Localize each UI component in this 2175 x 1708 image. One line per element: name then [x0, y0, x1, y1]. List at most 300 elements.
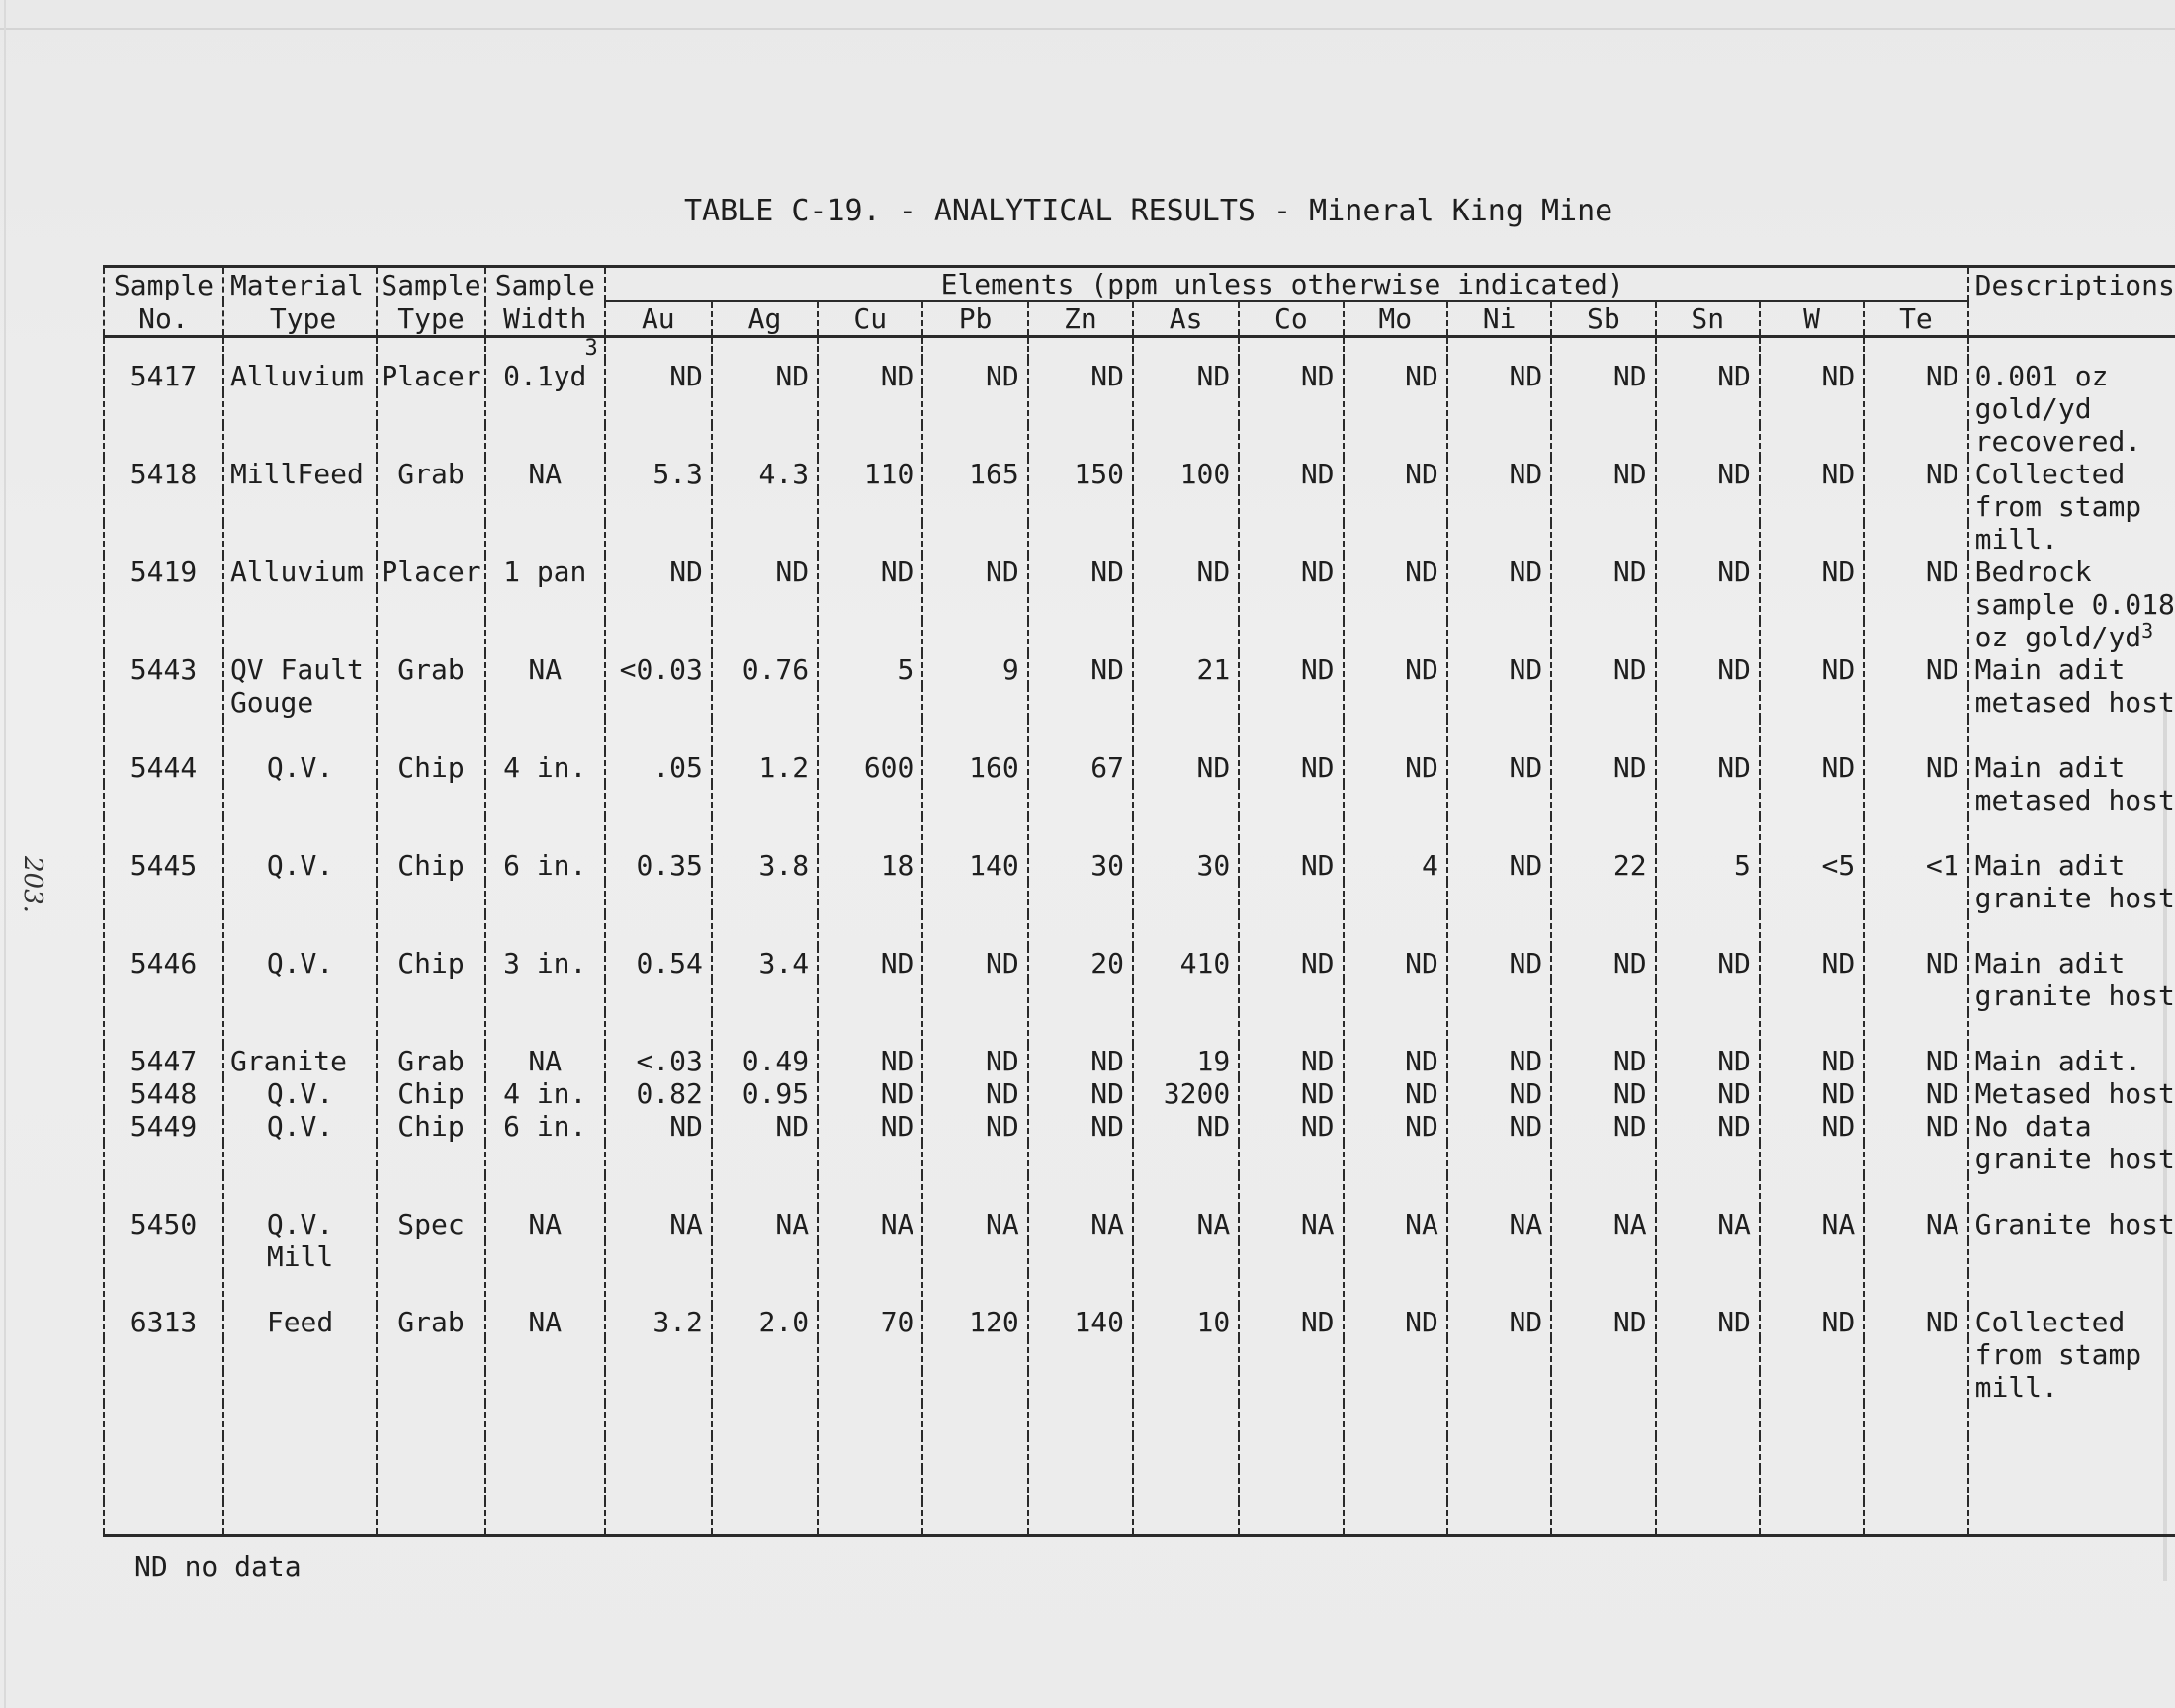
value-zn: NA	[1028, 1208, 1133, 1240]
material-type: Alluvium	[223, 360, 377, 392]
blank	[1864, 980, 1967, 1012]
material-type-line-2: Mill	[223, 1240, 377, 1273]
blank	[1656, 1371, 1760, 1404]
blank	[1656, 914, 1760, 947]
blank	[605, 784, 712, 816]
blank	[818, 1012, 922, 1045]
blank	[1344, 425, 1447, 458]
blank	[605, 1404, 712, 1436]
blank	[223, 1273, 377, 1306]
blank	[1968, 1273, 2175, 1306]
blank	[223, 490, 377, 523]
blank	[1447, 1143, 1551, 1175]
blank	[104, 621, 223, 653]
header-element-as: As	[1133, 301, 1239, 337]
value-mo: ND	[1344, 653, 1447, 686]
blank	[1344, 980, 1447, 1012]
sample-width: 3 in.	[485, 947, 605, 980]
blank	[1344, 392, 1447, 425]
blank	[818, 1175, 922, 1208]
value-ag: NA	[712, 1208, 818, 1240]
description-line: oz gold/$yd^3$	[1968, 621, 2175, 653]
blank	[485, 1371, 605, 1404]
blank	[922, 1436, 1027, 1469]
blank	[922, 882, 1027, 914]
blank	[605, 1175, 712, 1208]
sample-type: Grab	[377, 1306, 485, 1338]
blank	[1028, 719, 1133, 751]
blank	[1760, 1501, 1864, 1536]
blank	[712, 337, 818, 361]
blank	[1344, 686, 1447, 719]
blank	[1551, 392, 1655, 425]
blank	[818, 523, 922, 555]
value-sn: ND	[1656, 653, 1760, 686]
blank	[1760, 1240, 1864, 1273]
sample-type: Placer	[377, 555, 485, 588]
header-element-ni: Ni	[1447, 301, 1551, 337]
blank	[104, 1338, 223, 1371]
blank	[223, 425, 377, 458]
blank	[1864, 490, 1967, 523]
blank	[922, 980, 1027, 1012]
value-zn: 150	[1028, 458, 1133, 490]
sample-type: Chip	[377, 1077, 485, 1110]
blank	[1028, 784, 1133, 816]
value-sb: NA	[1551, 1208, 1655, 1240]
blank	[1133, 1338, 1239, 1371]
blank	[104, 1371, 223, 1404]
blank	[1028, 588, 1133, 621]
blank	[1864, 337, 1967, 361]
value-te: <1	[1864, 849, 1967, 882]
value-mo: ND	[1344, 555, 1447, 588]
sample-no: 5450	[104, 1208, 223, 1240]
value-ni: ND	[1447, 1045, 1551, 1077]
value-as: 10	[1133, 1306, 1239, 1338]
blank	[1028, 882, 1133, 914]
blank	[1551, 337, 1655, 361]
blank	[1968, 816, 2175, 849]
blank	[1551, 882, 1655, 914]
blank	[485, 1012, 605, 1045]
blank	[1028, 425, 1133, 458]
blank	[223, 882, 377, 914]
blank	[1239, 621, 1343, 653]
blank	[712, 588, 818, 621]
blank	[1551, 1469, 1655, 1501]
value-ag: 0.95	[712, 1077, 818, 1110]
blank	[1656, 1012, 1760, 1045]
blank	[1447, 1012, 1551, 1045]
blank	[377, 1143, 485, 1175]
blank	[485, 392, 605, 425]
value-sb: ND	[1551, 653, 1655, 686]
header-descriptions-2	[1968, 301, 2175, 337]
value-w: ND	[1760, 1077, 1864, 1110]
blank	[485, 686, 605, 719]
blank	[104, 1436, 223, 1469]
blank	[1760, 392, 1864, 425]
header-sample-type-2: Type	[377, 301, 485, 337]
blank	[712, 1501, 818, 1536]
blank	[1864, 1273, 1967, 1306]
analytical-results-table	[103, 265, 2175, 1537]
sample-no: 5418	[104, 458, 223, 490]
sample-row-5449-cont	[104, 1175, 2175, 1208]
description-line: metased host	[1968, 686, 2175, 719]
value-as: ND	[1133, 555, 1239, 588]
blank	[1551, 1143, 1655, 1175]
value-zn: ND	[1028, 555, 1133, 588]
blank	[605, 816, 712, 849]
value-au: <.03	[605, 1045, 712, 1077]
value-ag: ND	[712, 555, 818, 588]
blank	[1133, 1175, 1239, 1208]
blank	[712, 914, 818, 947]
sample-width: 6 in.	[485, 1110, 605, 1143]
blank	[1864, 914, 1967, 947]
sample-no: 5446	[104, 947, 223, 980]
trailing-empty-row	[104, 1404, 2175, 1436]
blank	[1968, 719, 2175, 751]
value-w: ND	[1760, 1045, 1864, 1077]
blank	[818, 1273, 922, 1306]
blank	[712, 1338, 818, 1371]
sample-width: 4 in.	[485, 751, 605, 784]
sample-width: 1 pan	[485, 555, 605, 588]
value-te: NA	[1864, 1208, 1967, 1240]
blank	[1344, 1501, 1447, 1536]
value-ni: ND	[1447, 1077, 1551, 1110]
description-line: Collected	[1968, 458, 2175, 490]
blank	[712, 1371, 818, 1404]
blank	[1133, 1240, 1239, 1273]
value-w: ND	[1760, 360, 1864, 392]
blank	[1656, 719, 1760, 751]
value-au: 0.82	[605, 1077, 712, 1110]
value-w: ND	[1760, 947, 1864, 980]
value-mo: ND	[1344, 458, 1447, 490]
blank	[818, 686, 922, 719]
blank	[377, 1240, 485, 1273]
blank	[377, 1012, 485, 1045]
sample-row-5418	[104, 458, 2175, 490]
sample-no: 5445	[104, 849, 223, 882]
blank	[1028, 1469, 1133, 1501]
page-edge-left	[4, 0, 6, 1708]
value-co: ND	[1239, 1306, 1343, 1338]
blank	[1656, 784, 1760, 816]
material-type: Granite	[223, 1045, 377, 1077]
description-line: granite host	[1968, 980, 2175, 1012]
blank	[377, 523, 485, 555]
value-as: 19	[1133, 1045, 1239, 1077]
blank	[818, 425, 922, 458]
value-au: ND	[605, 1110, 712, 1143]
blank	[605, 980, 712, 1012]
blank	[1447, 1338, 1551, 1371]
blank	[1447, 1240, 1551, 1273]
description-line: Granite host	[1968, 1208, 2175, 1240]
blank	[1968, 1404, 2175, 1436]
blank	[712, 1469, 818, 1501]
blank	[712, 1436, 818, 1469]
blank	[223, 1012, 377, 1045]
blank	[223, 1404, 377, 1436]
blank	[605, 914, 712, 947]
value-sn: 5	[1656, 849, 1760, 882]
blank	[1447, 816, 1551, 849]
value-au: .05	[605, 751, 712, 784]
value-te: ND	[1864, 360, 1967, 392]
value-sb: ND	[1551, 947, 1655, 980]
blank	[605, 1273, 712, 1306]
blank	[1239, 1175, 1343, 1208]
blank	[818, 392, 922, 425]
blank	[1656, 980, 1760, 1012]
blank	[1864, 1404, 1967, 1436]
blank	[1133, 588, 1239, 621]
blank	[377, 719, 485, 751]
blank	[1239, 686, 1343, 719]
sample-row-6313-cont	[104, 1371, 2175, 1404]
value-sn: ND	[1656, 1077, 1760, 1110]
value-mo: ND	[1344, 1110, 1447, 1143]
blank	[1239, 1012, 1343, 1045]
value-co: ND	[1239, 555, 1343, 588]
value-sb: ND	[1551, 360, 1655, 392]
blank	[1239, 1143, 1343, 1175]
blank	[1760, 621, 1864, 653]
blank	[712, 1012, 818, 1045]
value-zn: 140	[1028, 1306, 1133, 1338]
blank	[1447, 425, 1551, 458]
blank	[1864, 816, 1967, 849]
blank	[485, 914, 605, 947]
blank	[1968, 1501, 2175, 1536]
value-cu: NA	[818, 1208, 922, 1240]
header-sample-no-2: No.	[104, 301, 223, 337]
blank	[922, 719, 1027, 751]
blank	[485, 816, 605, 849]
blank	[1760, 980, 1864, 1012]
value-zn: ND	[1028, 653, 1133, 686]
blank	[223, 523, 377, 555]
blank	[1656, 686, 1760, 719]
blank	[1760, 588, 1864, 621]
material-type: Alluvium	[223, 555, 377, 588]
value-w: ND	[1760, 751, 1864, 784]
value-co: ND	[1239, 751, 1343, 784]
blank	[104, 490, 223, 523]
blank	[485, 1273, 605, 1306]
blank	[1239, 425, 1343, 458]
value-co: ND	[1239, 1110, 1343, 1143]
sample-type: Grab	[377, 653, 485, 686]
blank	[1028, 980, 1133, 1012]
blank	[1760, 337, 1864, 361]
blank	[223, 980, 377, 1012]
blank	[104, 980, 223, 1012]
value-w: <5	[1760, 849, 1864, 882]
blank	[1656, 1404, 1760, 1436]
sample-row-5448	[104, 1077, 2175, 1110]
value-te: ND	[1864, 751, 1967, 784]
blank	[485, 784, 605, 816]
blank	[1447, 719, 1551, 751]
value-co: ND	[1239, 947, 1343, 980]
sample-row-6313-cont	[104, 1338, 2175, 1371]
blank	[1028, 1501, 1133, 1536]
blank	[1447, 1501, 1551, 1536]
blank	[712, 719, 818, 751]
material-type: Q.V.	[223, 1208, 377, 1240]
blank	[1344, 1273, 1447, 1306]
blank	[1133, 490, 1239, 523]
blank	[223, 337, 377, 361]
blank	[1028, 1371, 1133, 1404]
blank	[377, 621, 485, 653]
blank	[1864, 588, 1967, 621]
blank	[1028, 816, 1133, 849]
blank	[1551, 1240, 1655, 1273]
blank	[1239, 1273, 1343, 1306]
value-ag: ND	[712, 360, 818, 392]
blank	[1551, 1501, 1655, 1536]
blank	[605, 1240, 712, 1273]
value-sb: ND	[1551, 555, 1655, 588]
blank	[922, 1273, 1027, 1306]
sample-type: Chip	[377, 849, 485, 882]
sample-row-5419	[104, 555, 2175, 588]
blank	[377, 425, 485, 458]
value-cu: ND	[818, 360, 922, 392]
trailing-empty-row	[104, 1501, 2175, 1536]
value-co: ND	[1239, 1045, 1343, 1077]
blank	[712, 1404, 818, 1436]
value-ni: ND	[1447, 653, 1551, 686]
value-w: ND	[1760, 1110, 1864, 1143]
value-cu: 5	[818, 653, 922, 686]
sample-row-5450-cont	[104, 1240, 2175, 1273]
value-ni: NA	[1447, 1208, 1551, 1240]
value-sb: ND	[1551, 1045, 1655, 1077]
blank	[104, 784, 223, 816]
sample-row-5417-cont	[104, 425, 2175, 458]
blank	[1864, 1371, 1967, 1404]
blank	[1239, 490, 1343, 523]
value-sn: ND	[1656, 751, 1760, 784]
description-line: sample 0.018	[1968, 588, 2175, 621]
description-line: metased host	[1968, 784, 2175, 816]
blank	[712, 392, 818, 425]
sample-no: 5447	[104, 1045, 223, 1077]
blank	[1239, 588, 1343, 621]
description-line: Metased host	[1968, 1077, 2175, 1110]
blank	[818, 1338, 922, 1371]
value-sn: ND	[1656, 555, 1760, 588]
value-zn: ND	[1028, 1045, 1133, 1077]
blank	[1656, 392, 1760, 425]
value-ag: 4.3	[712, 458, 818, 490]
blank	[1864, 1012, 1967, 1045]
blank	[104, 1469, 223, 1501]
blank	[377, 1338, 485, 1371]
blank	[1239, 1338, 1343, 1371]
material-type: QV Fault	[223, 653, 377, 686]
value-sn: ND	[1656, 947, 1760, 980]
sample-no: 5449	[104, 1110, 223, 1143]
blank	[1028, 621, 1133, 653]
value-w: NA	[1760, 1208, 1864, 1240]
blank	[605, 1469, 712, 1501]
blank	[1864, 1436, 1967, 1469]
blank	[485, 1469, 605, 1501]
sample-width: NA	[485, 1045, 605, 1077]
material-type-line-2: Gouge	[223, 686, 377, 719]
blank	[1447, 588, 1551, 621]
blank	[1239, 816, 1343, 849]
sample-row-5419-cont	[104, 588, 2175, 621]
blank	[1968, 337, 2175, 361]
blank	[605, 719, 712, 751]
blank	[485, 1338, 605, 1371]
value-pb: 140	[922, 849, 1027, 882]
blank	[1656, 882, 1760, 914]
sample-row-5450-cont	[104, 1273, 2175, 1306]
header-sample-no: Sample	[104, 267, 223, 302]
value-cu: ND	[818, 1045, 922, 1077]
value-au: 0.35	[605, 849, 712, 882]
blank	[1864, 1501, 1967, 1536]
header-element-w: W	[1760, 301, 1864, 337]
blank	[104, 882, 223, 914]
blank	[1656, 816, 1760, 849]
value-sb: ND	[1551, 1110, 1655, 1143]
width-unit-superscript: 3	[485, 337, 605, 361]
blank	[1551, 686, 1655, 719]
blank	[1760, 784, 1864, 816]
footnote: ND no data	[134, 1550, 302, 1582]
blank	[1864, 686, 1967, 719]
blank	[1968, 1240, 2175, 1273]
blank	[104, 686, 223, 719]
blank	[1344, 337, 1447, 361]
blank	[1028, 1012, 1133, 1045]
sample-row-5443-cont	[104, 686, 2175, 719]
page-edge-top	[0, 28, 2175, 30]
sample-row-5443-cont	[104, 719, 2175, 751]
blank	[104, 1175, 223, 1208]
value-pb: 160	[922, 751, 1027, 784]
sample-width: 4 in.	[485, 1077, 605, 1110]
value-co: ND	[1239, 849, 1343, 882]
blank	[1760, 914, 1864, 947]
blank	[1447, 621, 1551, 653]
blank	[104, 588, 223, 621]
blank	[922, 1175, 1027, 1208]
value-ni: ND	[1447, 751, 1551, 784]
blank	[485, 1404, 605, 1436]
header-material-type-2: Type	[223, 301, 377, 337]
blank	[1656, 1501, 1760, 1536]
blank	[1864, 1240, 1967, 1273]
blank	[377, 1273, 485, 1306]
sample-row-5444-cont	[104, 784, 2175, 816]
value-sb: ND	[1551, 458, 1655, 490]
value-sb: ND	[1551, 1077, 1655, 1110]
